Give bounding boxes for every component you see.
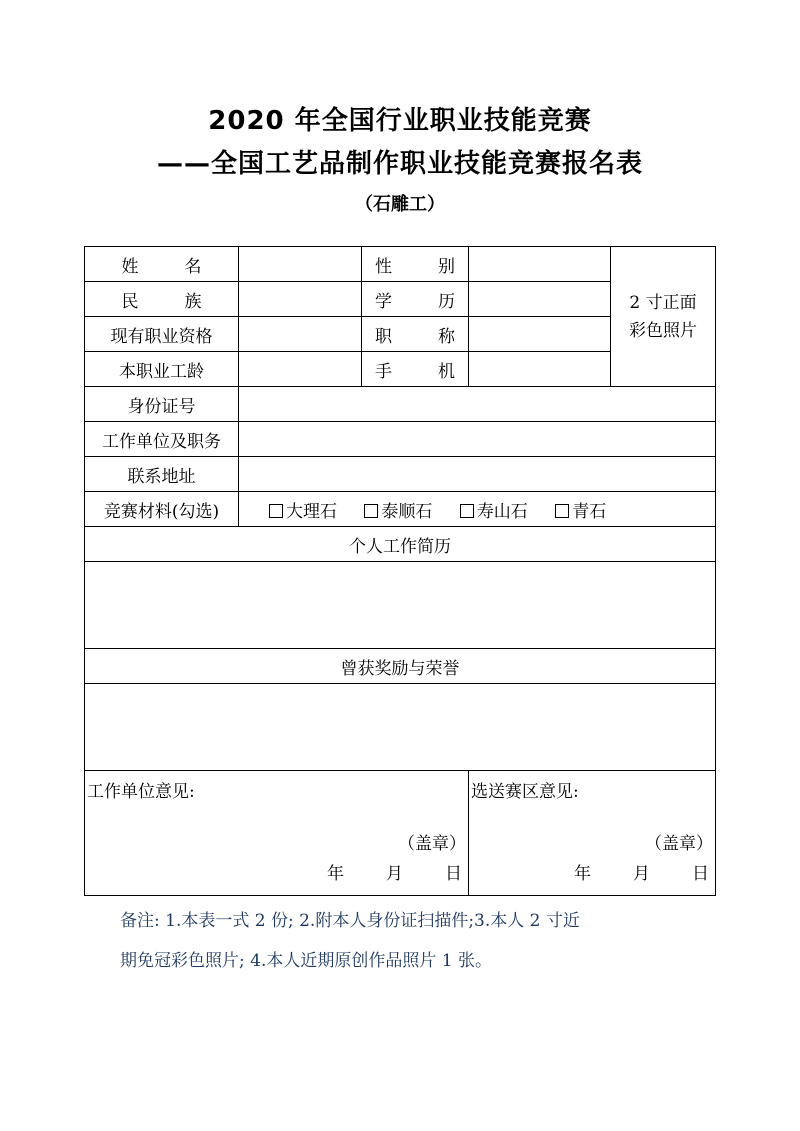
checkbox-icon[interactable] — [364, 504, 378, 518]
title-line-2: ——全国工艺品制作职业技能竞赛报名表 — [156, 149, 643, 179]
education-label: 学 历 — [362, 282, 469, 317]
checkbox-icon[interactable] — [555, 504, 569, 518]
qualification-field[interactable] — [239, 317, 362, 352]
qualification-label: 现有职业资格 — [85, 317, 239, 352]
years-field[interactable] — [239, 352, 362, 387]
photo-label-1: 2 寸正面 — [629, 292, 697, 313]
gender-field[interactable] — [469, 247, 611, 282]
phone-label: 手 机 — [362, 352, 469, 387]
id-number-label: 身份证号 — [85, 387, 239, 422]
resume-field[interactable] — [85, 562, 716, 649]
employer-label: 工作单位及职务 — [85, 422, 239, 457]
title-rank-label: 职 称 — [362, 317, 469, 352]
checkbox-icon[interactable] — [460, 504, 474, 518]
ethnicity-field[interactable] — [239, 282, 362, 317]
region-date: 年 月 日 — [574, 864, 709, 884]
employer-field[interactable] — [239, 422, 716, 457]
material-option-marble[interactable]: 大理石 — [269, 497, 337, 522]
address-field[interactable] — [239, 457, 716, 492]
ethnicity-label: 民 族 — [85, 282, 239, 317]
title-line-3: （石雕工） — [355, 194, 445, 215]
material-option-shoushan[interactable]: 寿山石 — [460, 497, 528, 522]
gender-label: 性 别 — [362, 247, 469, 282]
awards-header: 曾获奖励与荣誉 — [85, 649, 716, 684]
resume-header: 个人工作简历 — [85, 527, 716, 562]
material-option-bluestone[interactable]: 青石 — [555, 497, 606, 522]
photo-label-2: 彩色照片 — [629, 320, 697, 341]
photo-box[interactable] — [611, 247, 716, 387]
title-rank-field[interactable] — [469, 317, 611, 352]
region-opinion-label: 选送赛区意见: — [471, 782, 579, 802]
title-line-1: 2020 年全国行业职业技能竞赛 — [208, 106, 592, 136]
registration-form — [84, 246, 716, 896]
note-line-2: 期免冠彩色照片; 4.本人近期原创作品照片 1 张。 — [120, 951, 492, 971]
material-option-taishun[interactable]: 泰顺石 — [364, 497, 432, 522]
employer-seal-label: （盖章） — [398, 834, 466, 854]
address-label: 联系地址 — [85, 457, 239, 492]
region-opinion-box[interactable] — [469, 771, 716, 896]
employer-opinion-box[interactable] — [85, 771, 469, 896]
region-seal-label: （盖章） — [645, 834, 713, 854]
awards-field[interactable] — [85, 684, 716, 771]
employer-date: 年 月 日 — [327, 864, 462, 884]
phone-field[interactable] — [469, 352, 611, 387]
employer-opinion-label: 工作单位意见: — [87, 782, 195, 802]
years-label: 本职业工龄 — [85, 352, 239, 387]
materials-label: 竞赛材料(勾选) — [85, 492, 239, 527]
id-number-field[interactable] — [239, 387, 716, 422]
note-line-1: 备注: 1.本表一式 2 份; 2.附本人身份证扫描件;3.本人 2 寸近 — [120, 911, 580, 931]
name-field[interactable] — [239, 247, 362, 282]
name-label: 姓 名 — [85, 247, 239, 282]
education-field[interactable] — [469, 282, 611, 317]
checkbox-icon[interactable] — [269, 504, 283, 518]
materials-options — [239, 492, 716, 527]
